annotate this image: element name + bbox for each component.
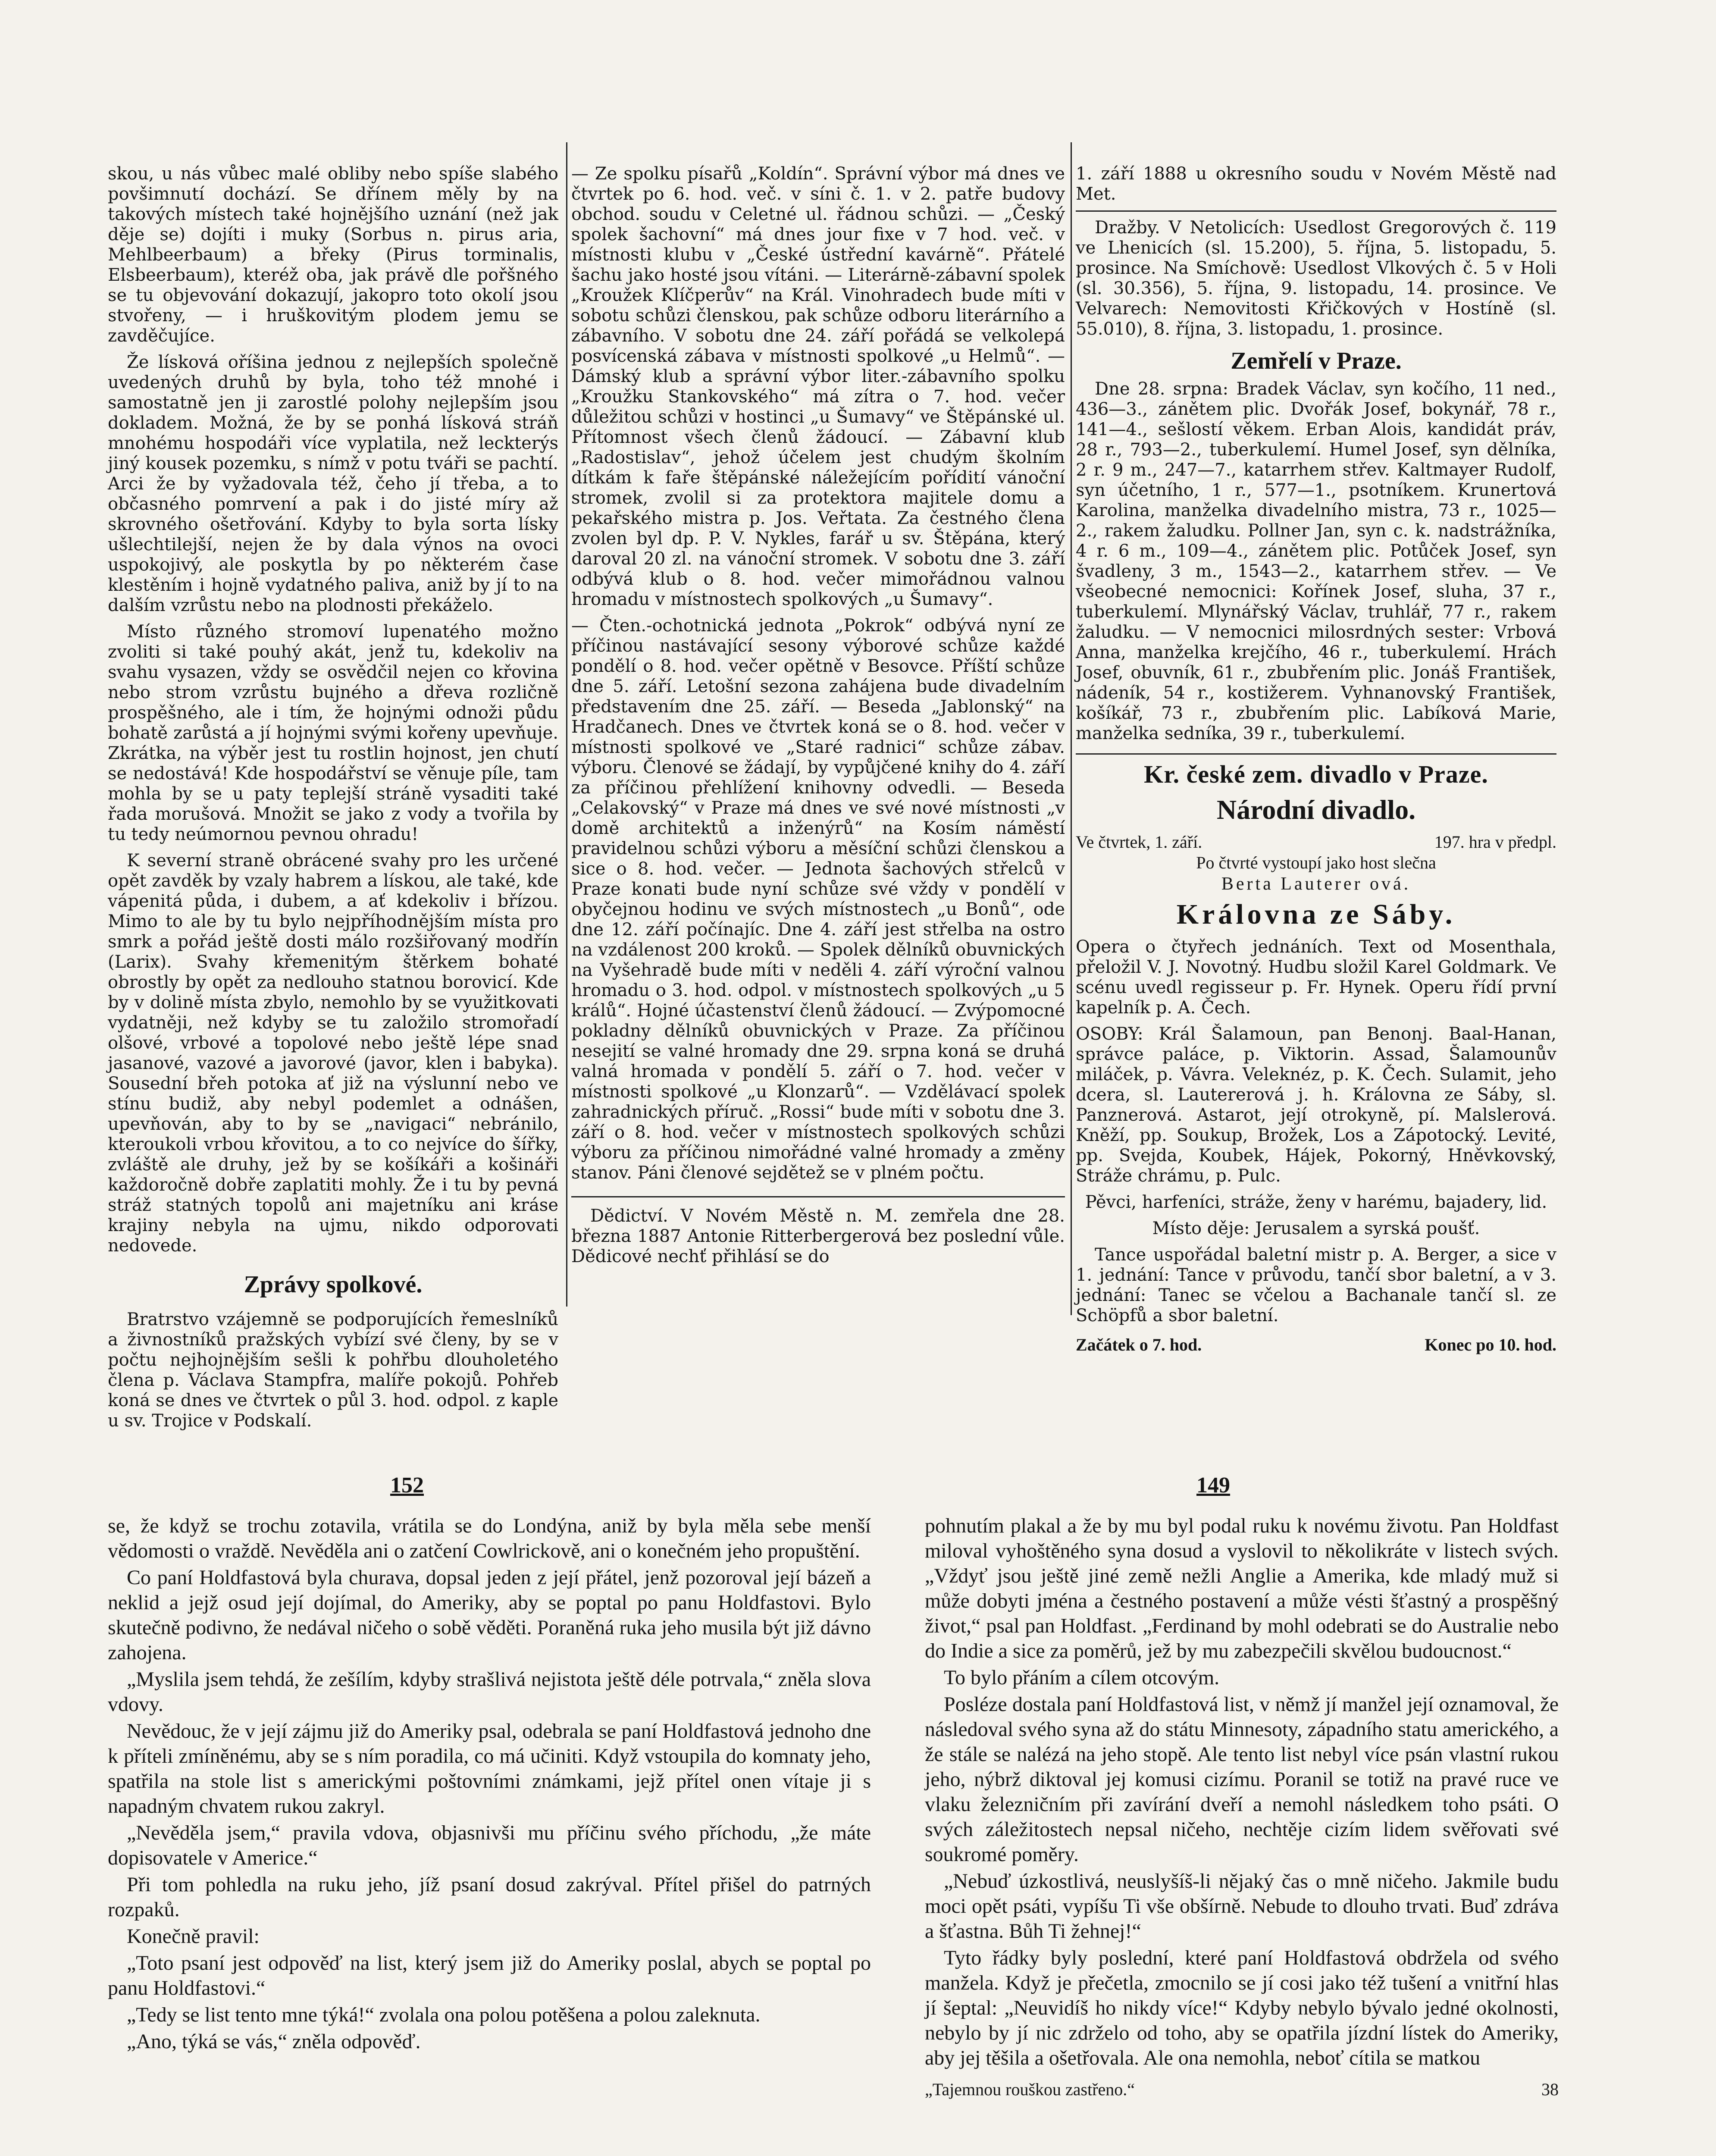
end-time: Konec po 10. hod. (1425, 1335, 1556, 1354)
top-column-2 (571, 164, 1065, 1273)
guest-line: Po čtvrté vystoupí jako host slečna (1196, 853, 1436, 872)
paragraph: Bratrstvo vzájemně se podporujících řemeslníků a živnostníků pražských vybízí své členy, by se v počtu nejhojnějším sešli k pohřbu dlouholetého člena p. Václava Stampfra, malíře pokojů. Pohřeb koná se dnes ve čtvrtek o půl 3. hod. odpol. z kaple u sv. Trojice v Podskalí. (108, 1310, 558, 1431)
column-rule-2 (1071, 142, 1072, 1315)
bottom-column-right (925, 1514, 1559, 2100)
paragraph: „Nevěděla jsem,“ pravila vdova, objasnivši mu příčinu svého příchodu, „že máte dopisovatele v Americe.“ (108, 1821, 871, 1869)
date-line (1076, 832, 1556, 852)
paragraph: skou, u nás vůbec malé obliby nebo spíše slabého povšimnutí dochází. Se dřínem měly by na takových místech také hojnějšího uznání (než jak děje se) dojíti i muky (Sorbus n. pirus aria, Mehlbeerbaum) a břeky (Pirus torminalis, Elsbeerbaum), kteréž oba, jak právě dle pořšného se tu objevování dokazují, jakopro toto okolí jsou stvořeny, — i hruškovitým plodem jemu se zavděčujíce. (108, 164, 558, 346)
paragraph: Konečně pravil: (127, 1925, 260, 1948)
paragraph: pohnutím plakal a že by mu byl podal ruku k novému životu. Pan Holdfast miloval vyhoštěného syna dosud a vyslovil to několikráte v listech svých. „Vždyť jsou ještě jiné země nežli Anglie a Amerika, kde mladý muž si může dobyti jména a čestného postavení a může vésti šťastný a prospěšný život,“ psal pan Holdfast. „Ferdinand by mohl odebrati se do Australie nebo do Indie a sice za poměrů, jež by mu zabezpečili skvělou budoucnost.“ (925, 1514, 1559, 1662)
top-column-3 (1076, 164, 1556, 1355)
paragraph: K severní straně obrácené svahy pro les určené opět zavděk by vzaly habrem a lískou, ale také, kde vápenitá půda, i dubem, a ať kdekoliv i břízou. Mimo to ale by tu bylo nejpříhodnějším místa pro smrk a pořád ještě dosti málo rozšiřovaný modřín (Larix). Svahy křemenitým štěrkem bohaté obrostly by opět za nedlouho statnou borovicí. Kde by v dolině místa zbylo, nemohlo by se využitkovati vydatněji, než kdyby se tu založilo stromořadí olšové, vrbové a topolové nebo ještě lépe snad jasanové, vazové a javorové (javor, klen i babyka). Sousední břeh potoka ať již na výslunní nebo ve stínu budiž, aby nebyl podemlet a odnášen, upevňován, aby to by se „navigaci“ nebránilo, kteroukoli vrbou křovitou, a to co nejvíce do šířky, zvláště ale druhy, jež by se košíkáři a košináři každoročně dobře zaplatiti mohly. Že i tu by pevná stráž statných topolů ani majetníku ani kráse krajiny nebyla na ujmu, nikdo odporovati nedovede. (108, 851, 558, 1256)
separator (1076, 210, 1556, 212)
paragraph: „Nebuď úzkostlivá, neuslyšíš-li nějaký čas o mně ničeho. Jakmile budu moci opět psáti, vypíšu Ti vše obšírně. Nebude to dlouho trvati. Buď zdráva a šťastna. Bůh Ti žehnej!“ (925, 1870, 1559, 1943)
paragraph: Místo různého stromoví lupenatého možno zvoliti si také pouhý akát, jenž tu, kdekoliv na svahu vysazen, vždy se osvědčil nejen co křovina nebo strom vzrůstu bujného a dřeva rozličně prospěšného, ale i tím, že hojnými odnoži půdu bohatě zarůstá a jí hojnými svými kořeny upevňuje. Zkrátka, na výběr jest tu rostlin hojnost, jen chutí se nedostává! Kde hospodářství se věnuje píle, tam mohla by se u paty teplejší stráně vysaditi také řada morušová. Množit se jako z vody a tvořila by tu tedy neúmornou pevnou ohradu! (108, 622, 558, 844)
paragraph: „Ano, týká se vás,“ zněla odpověď. (127, 2030, 421, 2053)
paragraph: Tance uspořádal baletní mistr p. A. Berger, a sice v 1. jednání: Tance v průvodu, tančí sbor baletní, a v 3. jednání: Tanec se včelou a Bachanale tančí sl. ze Schöpfů a sbor baletní. (1076, 1245, 1556, 1326)
paragraph: — Čten.-ochotnická jednota „Pokrok“ odbývá nyní ze příčinou nastávající sesony výborové schůze každé pondělí o 8. hod. večer opětně v Besovce. Příští schůze dne 5. září. Letošní sezona zahájena bude divadelním představením dne 25. září. — Beseda „Jablonský“ na Hradčanech. Dnes ve čtvrtek koná se o 8. hod. večer v místnosti spolkové ve „Staré radnici“ schůze zábav. výboru. Členové se žádají, by vypůjčené knihy do 4. září za příčinou přehlížení knihovny odvedli. — Beseda „Celakovský“ v Praze má dnes ve své nové místnosti „v domě architektů a inženýrů“ na Kosím náměstí pravidelnou schůzi výboru a měsíční schůzi členskou a sice o 8. hod. večer. — Jednota šachových střelců v Praze konati bude nyní schůze své vždy v pondělí v obyčejnou hodinu ve svých místnostech „u Bonů“, ode dne 12. září počínajíc. Dne 4. září jest střelba na ostro na vzdálenost 200 kroků. — Spolek dělníků obuvnických na Vyšehradě bude míti v neděli 4. září výroční valnou hromadu o 3. hod. odpol. v místnostech spolkových „u 5 králů“. Hojné účastenství členů žádoucí. — Zvýpomocné pokladny dělníků obuvnických v Praze. Za příčinou nesejití se valné hromady dne 29. srpna koná se druhá valná hromada v pondělí 5. září o 7. hod. večer v místnosti spolkové „u Klonzarů“. — Vzdělávací spolek zahradnických příruč. „Rossi“ bude míti v sobotu dne 3. září o 8. hod. večer v místnostech spolkových schůzi výboru za příčinou nimořádné valné hromady a změny stanov. Páni členové sejdětež se v plném počtu. (571, 616, 1065, 1183)
footer-title: „Tajemnou rouškou zastřeno.“ (925, 2080, 1135, 2099)
top-column-1 (108, 164, 558, 1437)
page-number-left: 152 (390, 1473, 424, 1498)
page-number-right: 149 (1196, 1473, 1230, 1498)
separator (1076, 753, 1556, 755)
paragraph: To bylo přáním a cílem otcovým. (944, 1666, 1220, 1689)
separator (571, 1196, 1065, 1197)
paragraph: Pěvci, harfeníci, stráže, ženy v harému, bajadery, lid. (1085, 1192, 1547, 1212)
paragraph: Že lísková oříšina jednou z nejlepších společně uvedených druhů by byla, toho též mnohé i samostatně jen ji zarostlé polohy nejlepším jsou dokladem. Možná, že by se ponhá lísková stráň mnohému hospodáři více vyplatila, než leckterýs jiný kousek pozemku, s nímž v potu tváři se pachtí. Arci že by vyžadovala též, čeho jí třeba, a to občasného pomrvení a pak i do jisté míry až skrovného ošetřování. Kdyby to byla sorta lísky ušlechtilejší, nejen že by dala výnos na ovoci uspokojivý, ale poskytla by po některém čase klestěním i hojně vydatného paliva, aniž by jí to na dalším vzrůstu nebo na plodnosti překáželo. (108, 352, 558, 615)
paragraph: „Toto psaní jest odpověď na list, který jsem již do Ameriky poslal, abych se poptal po panu Holdfastovi.“ (108, 1952, 871, 1999)
page-footer (925, 2079, 1559, 2100)
paragraph: — Ze spolku písařů „Koldín“. Správní výbor má dnes ve čtvrtek po 6. hod. več. v síni č. 1. v 2. patře budovy obchod. soudu v Celetné ul. řádnou schůzi. — „Český spolek šachovní“ má dnes jour fixe v 7 hod. več. v místnosti klubu v „České ústřední kavárně“. Přátelé šachu jako hosté jsou vítáni. — Literárně-zábavní spolek „Kroužek Klíčperův“ na Král. Vinohradech bude míti v sobotu schůzi členskou, pak schůze odboru literárního a zábavního. V sobotu dne 24. září pořádá se velkolepá posvícenská zábava v místnosti spolkové „u Helmů“. — Dámský klub a správní výbor liter.-zábavního spolku „Kroužku Stankovského“ má zítra o 7. hod. večer důležitou schůzi v hostinci „u Šumavy“ ve Štěpánské ul. Přítomnost všech členů žádoucí. — Zábavní klub „Radostislav“, jehož účelem jest chudým školním dítkám k faře štěpánské náležejícím pořídití vánoční stromek, zvolil si za protektora majitele domu a pekařského mistra p. Jos. Veřtata. Za čestného člena zvolen byl dp. P. V. Nykles, farář u sv. Štěpána, který daroval 20 zl. na vánoční stromek. V sobotu dne 3. září odbývá klub o 8. hod. večer mimořádnou valnou hromadu v místnostech spolkových „u Šumavy“. (571, 164, 1065, 609)
play-title: Královna ze Sáby. (1176, 899, 1456, 930)
date-right: 197. hra v předpl. (1434, 832, 1556, 852)
paragraph: Tyto řádky byly poslední, které paní Holdfastová obdržela od svého manžela. Když je přečetla, zmocnilo se jí cosi jako též tušení a vnitřní hlas jí šeptal: „Neuvidíš ho nikdy více!“ Kdyby nebylo bývalo jedné okolnosti, nebylo by jí nic zdrželo od toho, aby se opatřila jízdní lístek do Ameriky, aby jej těšila a ošetřovala. Ale ona nemohla, neboť cítila se matkou (925, 1946, 1559, 2069)
section-title: Zemřelí v Praze. (1231, 348, 1402, 374)
paragraph: Místo děje: Jerusalem a syrská poušť. (1152, 1219, 1480, 1238)
paragraph: OSOBY: Král Šalamoun, pan Benonj. Baal-Hanan, správce paláce, p. Viktorin. Assad, Šalamounův miláček, p. Vávra. Veleknéz, p. K. Čech. Sulamit, jeho dcera, sl. Lautererová j. h. Královna ze Sáby, sl. Panznerová. Astarot, její otrokyně, pí. Malslerová. Kněží, pp. Soukup, Brožek, Los a Zápotocký. Levité, pp. Svejda, Koubek, Hájek, Pokorný, Hněvkovský, Stráže chrámu, p. Pulc. (1076, 1024, 1556, 1186)
theatre-name: Národní divadlo. (1216, 794, 1416, 825)
date-left: Ve čtvrtek, 1. září. (1076, 832, 1202, 852)
start-time: Začátek o 7. hod. (1076, 1335, 1202, 1354)
paragraph: Opera o čtyřech jednáních. Text od Mosenthala, přeložil V. J. Novotný. Hudbu složil Karel Goldmark. Ve scénu uvedl regisseur p. Fr. Hynek. Operu řídí první kapelník p. A. Čech. (1076, 937, 1556, 1018)
theatre-title: Kr. české zem. divadlo v Praze. (1144, 760, 1488, 788)
paragraph: 1. září 1888 u okresního soudu v Novém Městě nad Met. (1076, 164, 1556, 204)
guest-name: Berta Lauterer ová. (1221, 874, 1411, 894)
paragraph: Co paní Holdfastová byla churava, dopsal jeden z její přátel, jenž pozoroval její bázeň a neklid a jejž osud její dojímal, do Ameriky, aby se poptal po panu Holdfastovi. Bylo skutečně podivno, že nedával ničeho o sobě věděti. Poraněná ruka jeho musila být již dávno zahojena. (108, 1566, 871, 1664)
paragraph: „Tedy se list tento mne týká!“ zvolala ona polou potěšena a polou zaleknuta. (127, 2003, 761, 2026)
paragraph: Dražby. V Netolicích: Usedlost Gregorových č. 119 ve Lhenicích (sl. 15.200), 5. října, 5. listopadu, 5. prosince. Na Smíchově: Usedlost Vlkových č. 5 v Holi (sl. 30.356), 5. října, 9. listopadu, 14. prosince. Ve Velvarech: Nemovitosti Křičkových v Hostíně (sl. 55.010), 8. října, 3. listopadu, 1. prosince. (1076, 218, 1556, 339)
paragraph: Dne 28. srpna: Bradek Václav, syn kočího, 11 ned., 436—3., zánětem plic. Dvořák Josef, bokynář, 78 r., 141—4., sešlostí věkem. Erban Alois, kandidát práv, 28 r., 793—2., tuberkulemí. Humel Josef, syn dělníka, 2 r. 9 m., 247—7., katarrhem střev. Kaltmayer Rudolf, syn účetního, 1 r., 577—1., psotníkem. Krunertová Karolina, manželka divadelního mistra, 73 r., 1025—2., rakem žaludku. Pollner Jan, syn c. k. nadstrážníka, 4 r. 6 m., 109—4., zánětem plic. Potůček Josef, syn švadleny, 3 m., 1543—2., katarrhem střev. — Ve všeobecné nemocnici: Kořínek Josef, sluha, 37 r., tuberkulemí. Mlynářský Václav, truhlář, 77 r., rakem žaludku. — V nemocnici milosrdných sester: Vrbová Anna, manželka krejčího, 46 r., tuberkulemí. Hrách Josef, obuvník, 61 r., zbubřením plic. Jonáš František, nádeník, 54 r., kostižerem. Vyhnanovský František, košíkář, 73 r., zbubřením plic. Labíková Marie, manželka sedníka, 39 r., tuberkulemí. (1076, 379, 1556, 743)
paragraph: se, že když se trochu zotavila, vrátila se do Londýna, aniž by byla měla sebe menší vědomosti o vraždě. Nevěděla ani o zatčení Cowlrickově, ani o konečném jeho propuštění. (108, 1514, 871, 1562)
section-title: Zprávy spolkové. (244, 1271, 423, 1298)
footer-number: 38 (1541, 2080, 1559, 2099)
bottom-column-left (108, 1514, 871, 2056)
paragraph: Při tom pohledla na ruku jeho, jíž psaní dosud zakrýval. Přítel přišel do patrných rozpaků. (108, 1873, 871, 1921)
paragraph: Posléze dostala paní Holdfastová list, v němž jí manžel její oznamoval, že následoval svého syna až do státu Minnesoty, západního statu amerického, a že stále se nalézá na jeho stopě. Ale tento list nebyl více psán vlastní rukou jeho, nýbrž diktoval jej komusi cizímu. Poranil se totiž na pravé ruce ve vlaku železničním při zavírání dveří a nemohl následkem toho psáti. O svých záležitostech nepsal ničeho, nechtěje cizím lidem svěřovati své soukromé poměry. (925, 1693, 1559, 1866)
paragraph: „Myslila jsem tehdá, že zešílím, kdyby strašlivá nejistota ještě déle potrvala,“ zněla slova vdovy. (108, 1668, 871, 1716)
paragraph: Dědictví. V Novém Městě n. M. zemřela dne 28. března 1887 Antonie Ritterbergerová bez poslední vůle. Dědicové nechť přihlásí se do (571, 1206, 1065, 1266)
start-end-line (1076, 1335, 1556, 1355)
paragraph: Nevědouc, že v její zájmu již do Ameriky psal, odebrala se paní Holdfastová jednoho dne k příteli zmíněnému, aby se s ním poradila, co má učiniti. Když vstoupila do komnaty jeho, spatřila na stole list s americkými poštovními známkami, jejž přítel onen vítaje ji s napadným chvatem rukou zakryl. (108, 1720, 871, 1818)
column-rule-1 (566, 142, 567, 1307)
